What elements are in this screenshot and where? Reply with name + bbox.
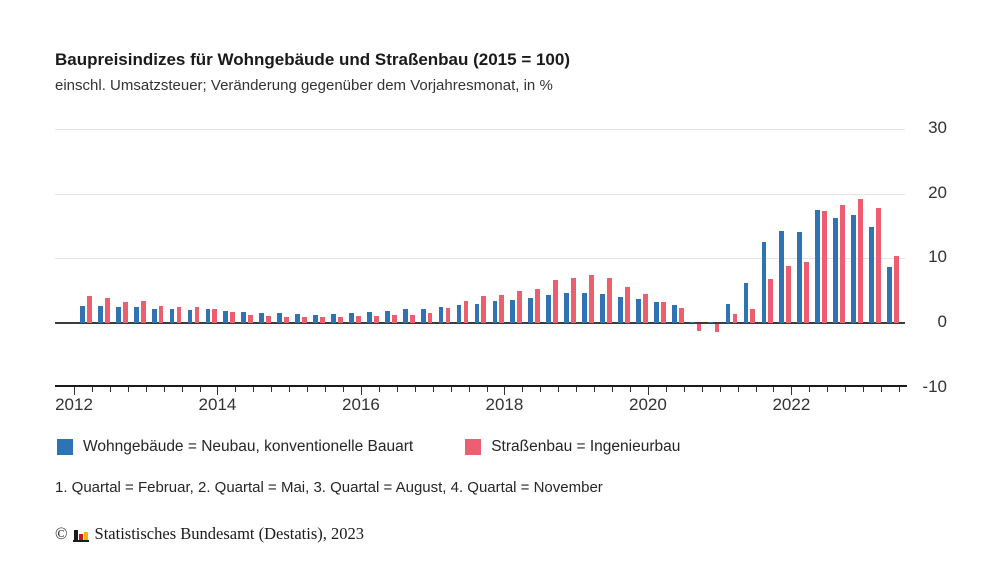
legend-item-wohngebaeude [57, 438, 413, 456]
x-axis-minor-tick [307, 387, 308, 392]
x-axis-major-tick [361, 387, 362, 395]
bar-wohngebaeude [385, 311, 390, 323]
bar-wohngebaeude [493, 301, 498, 323]
bar-strassenbau [177, 307, 182, 323]
bar-strassenbau [571, 278, 576, 323]
x-axis-minor-tick [289, 387, 290, 392]
bar-strassenbau [356, 316, 361, 323]
bar-wohngebaeude [98, 306, 103, 323]
x-axis-minor-tick [92, 387, 93, 392]
chart-subtitle: einschl. Umsatzsteuer; Veränderung gegenüber dem Vorjahresmonat, in % [55, 77, 553, 94]
bar-wohngebaeude [510, 300, 515, 323]
x-axis-line [55, 385, 907, 387]
y-axis-label: 30 [928, 118, 947, 138]
x-axis-minor-tick [666, 387, 667, 392]
bar-strassenbau [338, 317, 343, 323]
gridline [55, 129, 905, 130]
bar-wohngebaeude [833, 218, 838, 323]
bar-strassenbau [535, 289, 540, 323]
legend-label: Wohngebäude = Neubau, konventionelle Bauart [83, 438, 414, 455]
x-axis-label: 2016 [342, 395, 380, 414]
bar-wohngebaeude [241, 312, 246, 323]
bar-strassenbau [141, 301, 146, 323]
bar-wohngebaeude [421, 309, 426, 323]
y-axis-label: 20 [928, 182, 947, 202]
bar-strassenbau [876, 208, 881, 323]
x-axis-minor-tick [576, 387, 577, 392]
x-axis-minor-tick [863, 387, 864, 392]
x-axis-major-tick [648, 387, 649, 395]
bar-strassenbau [284, 317, 289, 323]
legend-label: Straßenbau = Ingenieurbau [491, 438, 681, 455]
bar-wohngebaeude [744, 283, 749, 323]
x-axis-label: 2014 [198, 395, 237, 414]
bar-strassenbau [840, 205, 845, 323]
x-axis-minor-tick [612, 387, 613, 392]
x-axis-minor-tick [487, 387, 488, 392]
bar-wohngebaeude [546, 295, 551, 323]
bar-strassenbau [768, 279, 773, 323]
x-axis-minor-tick [343, 387, 344, 392]
x-axis-minor-tick [630, 387, 631, 392]
bar-wohngebaeude [188, 310, 193, 323]
y-axis-label: 0 [937, 312, 947, 331]
bar-strassenbau [105, 298, 110, 323]
x-axis-minor-tick [451, 387, 452, 392]
x-axis-major-tick [217, 387, 218, 395]
x-axis-minor-tick [415, 387, 416, 392]
legend-swatch [57, 439, 73, 455]
source-line [55, 524, 364, 544]
bar-strassenbau [123, 302, 128, 323]
x-axis-label: 2022 [772, 395, 811, 414]
bar-strassenbau [392, 315, 397, 323]
bar-strassenbau [248, 315, 253, 323]
bar-strassenbau [266, 316, 271, 323]
x-axis-minor-tick [809, 387, 810, 392]
bar-wohngebaeude [564, 293, 569, 323]
bar-wohngebaeude [672, 305, 677, 323]
x-axis-major-tick [74, 387, 75, 395]
zero-line [55, 322, 905, 324]
bar-strassenbau [607, 278, 612, 323]
bar-wohngebaeude [206, 309, 211, 323]
x-axis-minor-tick [379, 387, 380, 392]
bar-strassenbau [374, 316, 379, 323]
bar-wohngebaeude [779, 231, 784, 323]
x-axis-minor-tick [325, 387, 326, 392]
legend-swatch [465, 439, 481, 455]
gridline [55, 194, 905, 195]
bar-strassenbau [750, 309, 755, 323]
bar-strassenbau [858, 199, 863, 323]
bar-strassenbau [679, 308, 684, 323]
bar-wohngebaeude [134, 307, 139, 323]
x-axis-minor-tick [433, 387, 434, 392]
bar-strassenbau [733, 314, 738, 323]
gridline [55, 258, 905, 259]
bar-strassenbau [87, 296, 92, 323]
bar-strassenbau [517, 291, 522, 323]
x-axis-minor-tick [827, 387, 828, 392]
bar-wohngebaeude [152, 309, 157, 323]
bar-strassenbau [804, 262, 809, 323]
bar-strassenbau [553, 280, 558, 323]
legend-item-strassenbau [465, 438, 680, 456]
legend [57, 438, 680, 456]
x-axis-minor-tick [756, 387, 757, 392]
bar-wohngebaeude [331, 314, 336, 323]
x-axis-minor-tick [773, 387, 774, 392]
x-axis-label: 2020 [628, 395, 667, 414]
x-axis-minor-tick [558, 387, 559, 392]
bar-strassenbau [212, 309, 217, 323]
x-axis-minor-tick [899, 387, 900, 392]
chart-title: Baupreisindizes für Wohngebäude und Straßenbau (2015 = 100) [55, 50, 570, 69]
x-axis-minor-tick [253, 387, 254, 392]
bar-wohngebaeude [851, 215, 856, 323]
x-axis-minor-tick [845, 387, 846, 392]
bar-wohngebaeude [475, 304, 480, 323]
bar-strassenbau [661, 302, 666, 323]
bar-strassenbau [822, 211, 827, 323]
bar-wohngebaeude [80, 306, 85, 323]
x-axis-label: 2012 [55, 395, 93, 414]
bar-strassenbau [159, 306, 164, 323]
bar-wohngebaeude [367, 312, 372, 323]
x-axis-minor-tick [522, 387, 523, 392]
x-axis-major-tick [791, 387, 792, 395]
x-axis-minor-tick [684, 387, 685, 392]
x-axis-minor-tick [128, 387, 129, 392]
bar-wohngebaeude [815, 210, 820, 323]
bar-wohngebaeude [582, 293, 587, 323]
bar-wohngebaeude [439, 307, 444, 323]
bar-strassenbau [894, 256, 899, 323]
bar-wohngebaeude [654, 302, 659, 323]
bar-strassenbau [320, 317, 325, 323]
bar-wohngebaeude [170, 309, 175, 323]
bar-wohngebaeude [259, 313, 264, 323]
bar-strassenbau [589, 275, 594, 323]
bar-wohngebaeude [349, 313, 354, 323]
copyright-symbol: © [55, 524, 68, 543]
bar-wohngebaeude [797, 232, 802, 323]
bar-wohngebaeude [277, 313, 282, 323]
bar-strassenbau [302, 317, 307, 323]
bar-wohngebaeude [708, 322, 713, 323]
bar-strassenbau [715, 324, 720, 332]
bar-strassenbau [230, 312, 235, 323]
source-text: Statistisches Bundesamt (Destatis), 2023 [94, 524, 365, 543]
quarter-footnote: 1. Quartal = Februar, 2. Quartal = Mai, 3. Quartal = August, 4. Quartal = November [55, 479, 603, 496]
y-axis-label: -10 [922, 376, 947, 396]
bar-strassenbau [625, 287, 630, 323]
bar-wohngebaeude [223, 311, 228, 323]
y-axis-label: 10 [928, 247, 947, 267]
bar-wohngebaeude [887, 267, 892, 323]
x-axis-minor-tick [271, 387, 272, 392]
x-axis-minor-tick [110, 387, 111, 392]
bar-wohngebaeude [636, 299, 641, 323]
bar-strassenbau [410, 315, 415, 323]
bar-wohngebaeude [457, 305, 462, 323]
bar-wohngebaeude [116, 307, 121, 323]
bar-wohngebaeude [690, 322, 695, 323]
bar-wohngebaeude [528, 298, 533, 323]
bar-wohngebaeude [869, 227, 874, 323]
bar-strassenbau [697, 324, 702, 331]
x-axis-minor-tick [469, 387, 470, 392]
bar-wohngebaeude [295, 314, 300, 323]
x-axis-major-tick [504, 387, 505, 395]
bar-strassenbau [643, 294, 648, 323]
x-axis-minor-tick [146, 387, 147, 392]
x-axis-label: 2018 [485, 395, 524, 414]
bar-strassenbau [481, 296, 486, 323]
bar-wohngebaeude [600, 294, 605, 323]
bar-wohngebaeude [726, 304, 731, 323]
bar-strassenbau [446, 308, 451, 323]
x-axis-minor-tick [720, 387, 721, 392]
bar-strassenbau [428, 313, 433, 323]
bar-wohngebaeude [762, 242, 767, 323]
bar-strassenbau [464, 301, 469, 323]
x-axis-minor-tick [702, 387, 703, 392]
x-axis-minor-tick [164, 387, 165, 392]
destatis-logo-icon [73, 527, 89, 542]
bar-wohngebaeude [313, 315, 318, 323]
x-axis-minor-tick [235, 387, 236, 392]
bar-strassenbau [499, 295, 504, 323]
x-axis-minor-tick [397, 387, 398, 392]
x-axis-minor-tick [540, 387, 541, 392]
bar-wohngebaeude [618, 297, 623, 323]
x-axis-minor-tick [594, 387, 595, 392]
bar-strassenbau [195, 307, 200, 323]
x-axis-minor-tick [738, 387, 739, 392]
x-axis-minor-tick [200, 387, 201, 392]
x-axis-minor-tick [182, 387, 183, 392]
bar-wohngebaeude [403, 309, 408, 323]
x-axis-minor-tick [881, 387, 882, 392]
bar-strassenbau [786, 266, 791, 323]
